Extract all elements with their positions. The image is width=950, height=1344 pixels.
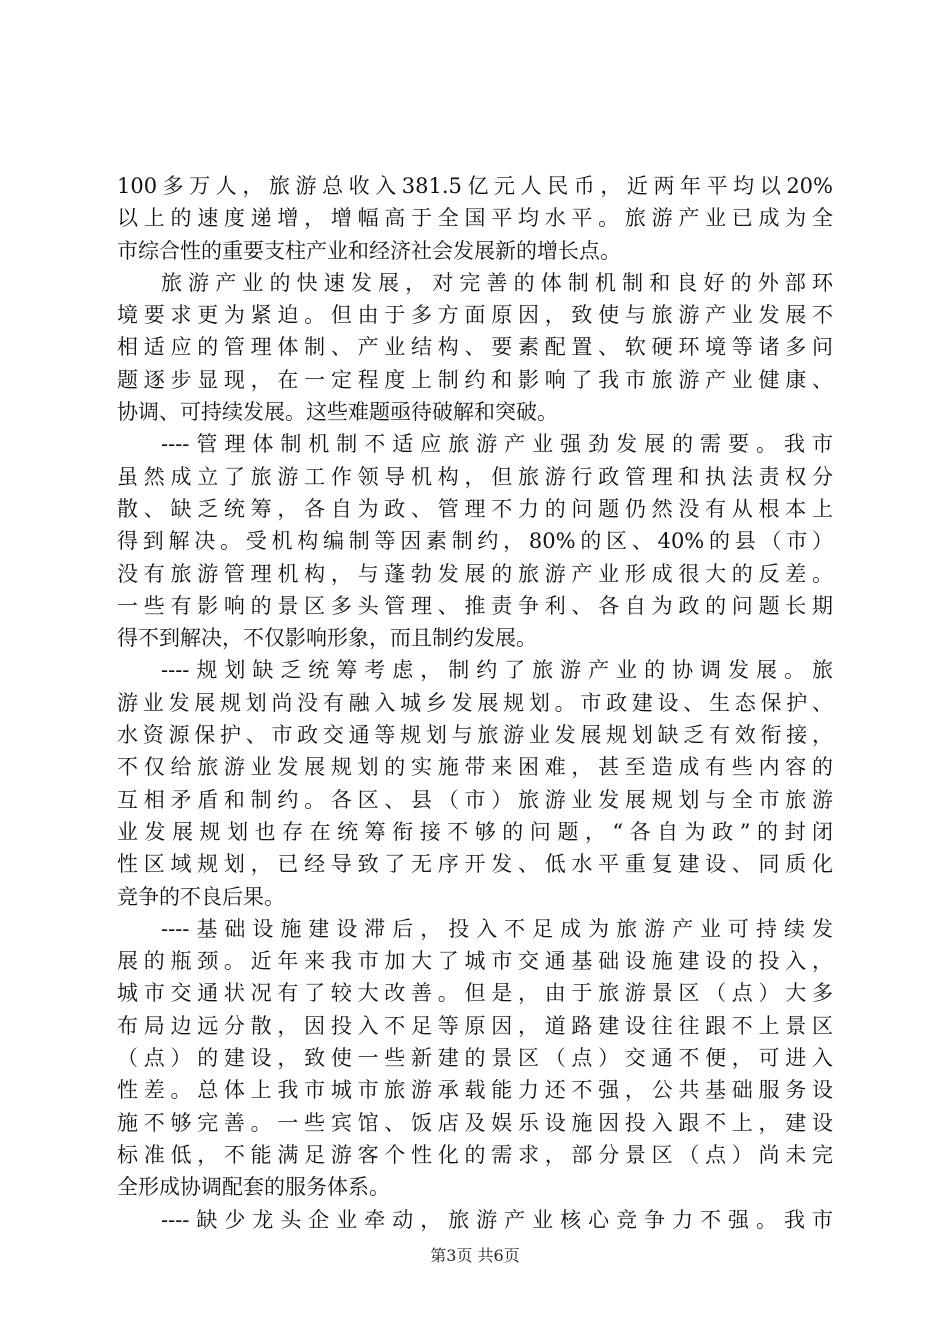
text-line: （点）的建设，致使一些新建的景区（点）交通不便，可进入 [117,1046,833,1071]
text-line: 得不到解决，不仅影响形象，而且制约发展。 [117,626,537,651]
text-line: 竞争的不良后果。 [117,884,285,909]
text-line: ----基础设施建设滞后，投入不足成为旅游产业可持续发 [161,916,833,941]
text-line: 没有旅游管理机构，与蓬勃发展的旅游产业形成很大的反差。 [117,561,833,586]
paragraph [117,428,833,654]
paragraph [117,170,833,267]
text-line: 标准低，不能满足游客个性化的需求，部分景区（点）尚未完 [117,1142,833,1167]
text-line: 100多万人，旅游总收入381.5亿元人民币，近两年平均以20% [117,174,833,198]
page-footer: 第3页 共6页 [430,1246,520,1265]
text-line: 以上的速度递增，增幅高于全国平均水平。旅游产业已成为全 [117,206,833,231]
text-line: 业发展规划也存在统筹衔接不够的问题，“各自为政”的封闭 [117,819,833,844]
text-line: 性差。总体上我市城市旅游承载能力还不强，公共基础服务设 [117,1078,833,1103]
paragraph [117,654,833,912]
text-line: 一些有影响的景区多头管理、推责争利、各自为政的问题长期 [117,593,833,618]
text-line: 境要求更为紧迫。但由于多方面原因，致使与旅游产业发展不 [117,303,833,328]
text-line: 题逐步显现，在一定程度上制约和影响了我市旅游产业健康、 [117,367,833,392]
text-line: 水资源保护、市政交通等规划与旅游业发展规划缺乏有效衔接， [117,723,833,748]
text-line: 市综合性的重要支柱产业和经济社会发展新的增长点。 [117,238,621,263]
text-line: 展的瓶颈。近年来我市加大了城市交通基础设施建设的投入， [117,949,833,974]
text-line: 虽然成立了旅游工作领导机构，但旅游行政管理和执法责权分 [117,464,833,489]
paragraph [117,267,833,428]
text-line: 性区域规划，已经导致了无序开发、低水平重复建设、同质化 [117,852,833,877]
text-line: 布局边远分散，因投入不足等原因，道路建设往往跟不上景区 [117,1013,833,1038]
text-line: 城市交通状况有了较大改善。但是，由于旅游景区（点）大多 [117,981,833,1006]
text-line: 全形成协调配套的服务体系。 [117,1175,390,1200]
text-line: ----规划缺乏统筹考虑，制约了旅游产业的协调发展。旅 [161,658,833,683]
text-line: 互相矛盾和制约。各区、县（市）旅游业发展规划与全市旅游 [117,787,833,812]
text-line: 相适应的管理体制、产业结构、要素配置、软硬环境等诸多问 [117,335,833,360]
document-body [117,170,833,1236]
paragraph [117,1204,833,1236]
text-line: ----缺少龙头企业牵动，旅游产业核心竞争力不强。我市 [161,1207,833,1232]
paragraph [117,913,833,1204]
text-line: 施不够完善。一些宾馆、饭店及娱乐设施因投入跟不上，建设 [117,1110,833,1135]
text-line: 不仅给旅游业发展规划的实施带来困难，甚至造成有些内容的 [117,755,833,780]
text-line: 得到解决。受机构编制等因素制约，80%的区、40%的县（市） [117,529,833,554]
text-line: ----管理体制机制不适应旅游产业强劲发展的需要。我市 [161,432,833,457]
text-line: 游业发展规划尚没有融入城乡发展规划。市政建设、生态保护、 [117,690,833,715]
text-line: 散、缺乏统筹，各自为政、管理不力的问题仍然没有从根本上 [117,496,833,521]
text-line: 协调、可持续发展。这些难题亟待破解和突破。 [117,400,558,425]
text-line: 旅游产业的快速发展，对完善的体制机制和良好的外部环 [161,270,833,295]
